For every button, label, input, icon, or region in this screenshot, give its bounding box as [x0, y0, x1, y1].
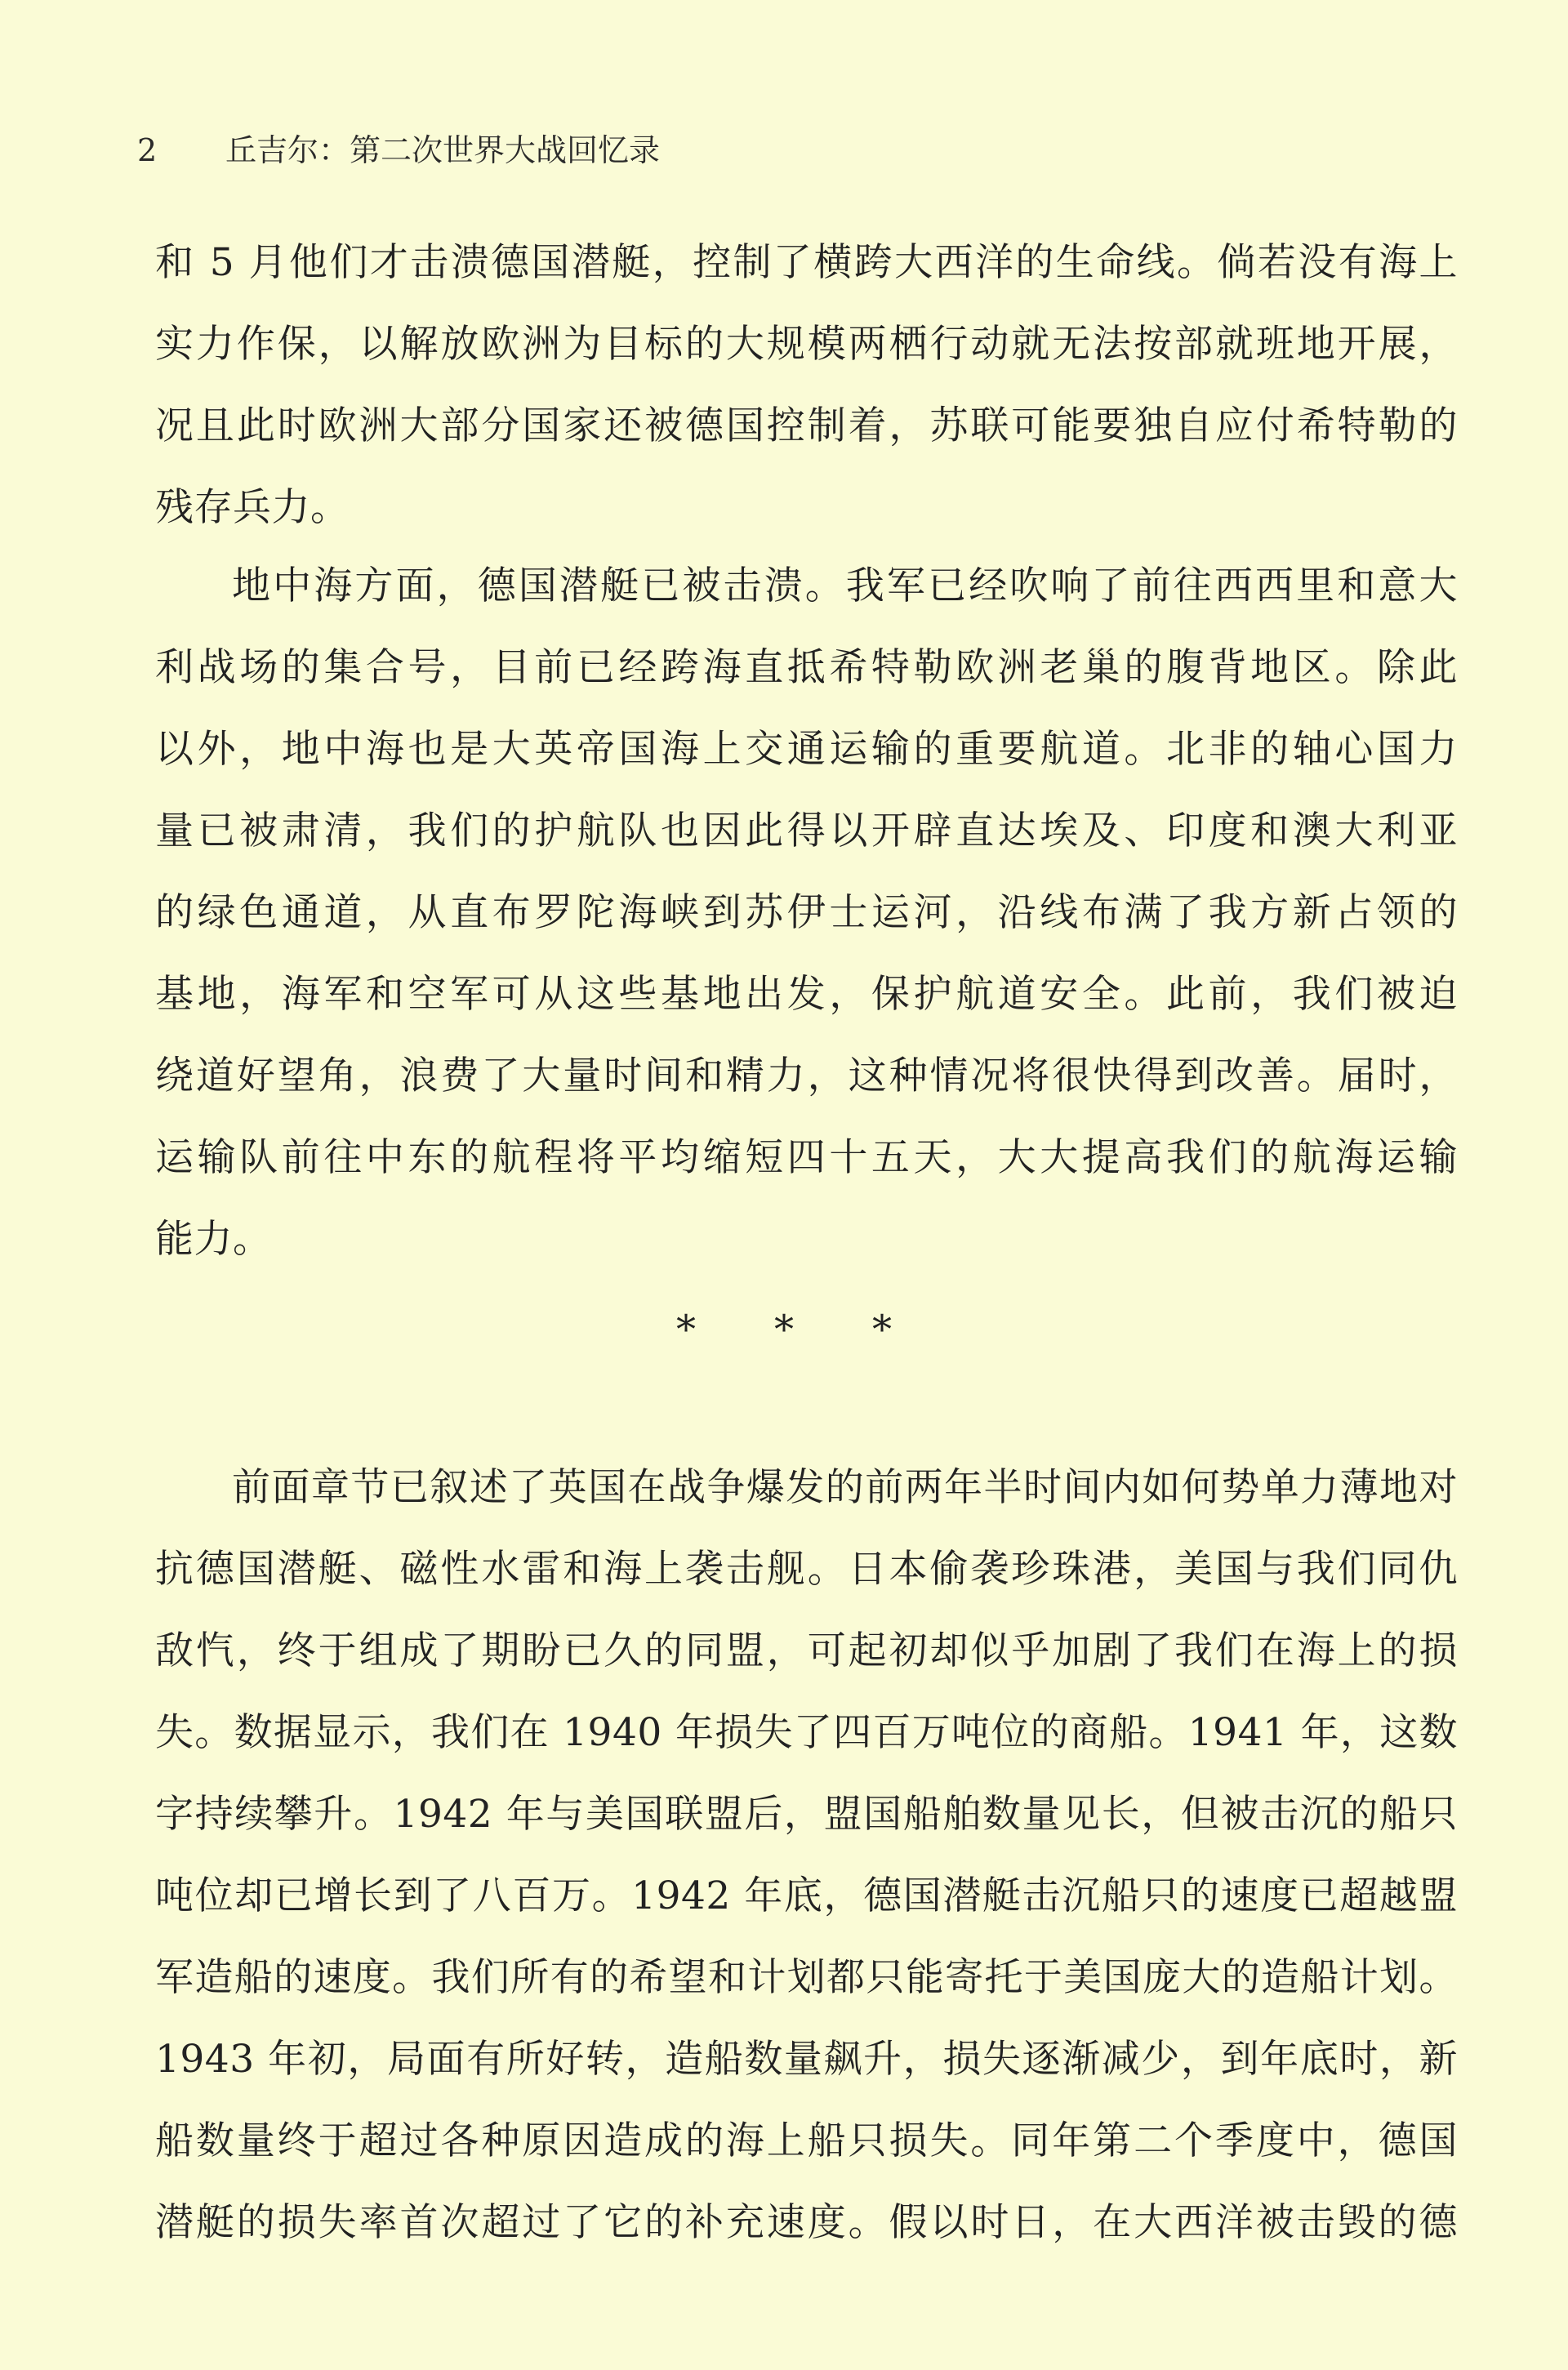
- text-line: 的绿色通道，从直布罗陀海峡到苏伊士运河，沿线布满了我方新占领的: [155, 890, 1458, 935]
- text-line: 潜艇的损失率首次超过了它的补充速度。假以时日，在大西洋被击毁的德: [155, 2200, 1458, 2245]
- text-line: 吨位却已增长到了八百万。1942 年底，德国潜艇击沉船只的速度已超越盟: [155, 1873, 1458, 1918]
- text-line: 绕道好望角，浪费了大量时间和精力，这种情况将很快得到改善。届时，: [155, 1054, 1458, 1098]
- separator-asterisk: *: [774, 1307, 794, 1352]
- text-line: 量已被肃清，我们的护航队也因此得以开辟直达埃及、印度和澳大利亚: [155, 809, 1458, 853]
- text-line: 实力作保，以解放欧洲为目标的大规模两栖行动就无法按部就班地开展，: [155, 322, 1458, 367]
- separator-asterisk: *: [676, 1307, 696, 1352]
- paragraph-3: [155, 1447, 1458, 2264]
- running-header: [137, 129, 660, 172]
- text-line: 和 5 月他们才击溃德国潜艇，控制了横跨大西洋的生命线。倘若没有海上: [155, 240, 1458, 285]
- text-line: 以外，地中海也是大英帝国海上交通运输的重要航道。北非的轴心国力: [155, 727, 1458, 772]
- text-line: 利战场的集合号，目前已经跨海直抵希特勒欧洲老巢的腹背地区。除此: [155, 645, 1458, 690]
- text-line: 船数量终于超过各种原因造成的海上船只损失。同年第二个季度中，德国: [155, 2118, 1458, 2163]
- text-line: 前面章节已叙述了英国在战争爆发的前两年半时间内如何势单力薄地对: [232, 1465, 1458, 1510]
- book-title: 丘吉尔：第二次世界大战回忆录: [225, 132, 661, 168]
- text-line: 能力。: [155, 1217, 272, 1262]
- text-line: 地中海方面，德国潜艇已被击溃。我军已经吹响了前往西西里和意大: [232, 564, 1458, 608]
- text-line: 抗德国潜艇、磁性水雷和海上袭击舰。日本偷袭珍珠港，美国与我们同仇: [155, 1547, 1458, 1592]
- section-separator: [0, 1305, 1568, 1354]
- text-line: 运输队前往中东的航程将平均缩短四十五天，大大提高我们的航海运输: [155, 1135, 1458, 1180]
- text-line: 敌忾，终于组成了期盼已久的同盟，可起初却似乎加剧了我们在海上的损: [155, 1628, 1458, 1673]
- text-line: 况且此时欧洲大部分国家还被德国控制着，苏联可能要独自应付希特勒的: [155, 403, 1458, 448]
- text-line: 军造船的速度。我们所有的希望和计划都只能寄托于美国庞大的造船计划。: [155, 1955, 1458, 2000]
- text-line: 基地，海军和空军可从这些基地出发，保护航道安全。此前，我们被迫: [155, 972, 1458, 1017]
- separator-asterisk: *: [872, 1307, 892, 1352]
- page-number: 2: [137, 132, 158, 168]
- paragraph-1: [155, 222, 1458, 549]
- paragraph-2: [155, 546, 1458, 1281]
- text-line: 残存兵力。: [155, 485, 350, 530]
- text-line: 失。数据显示，我们在 1940 年损失了四百万吨位的商船。1941 年，这数: [155, 1710, 1458, 1755]
- text-line: 字持续攀升。1942 年与美国联盟后，盟国船舶数量见长，但被击沉的船只: [155, 1792, 1458, 1837]
- text-line: 1943 年初，局面有所好转，造船数量飙升，损失逐渐减少，到年底时，新: [155, 2037, 1458, 2082]
